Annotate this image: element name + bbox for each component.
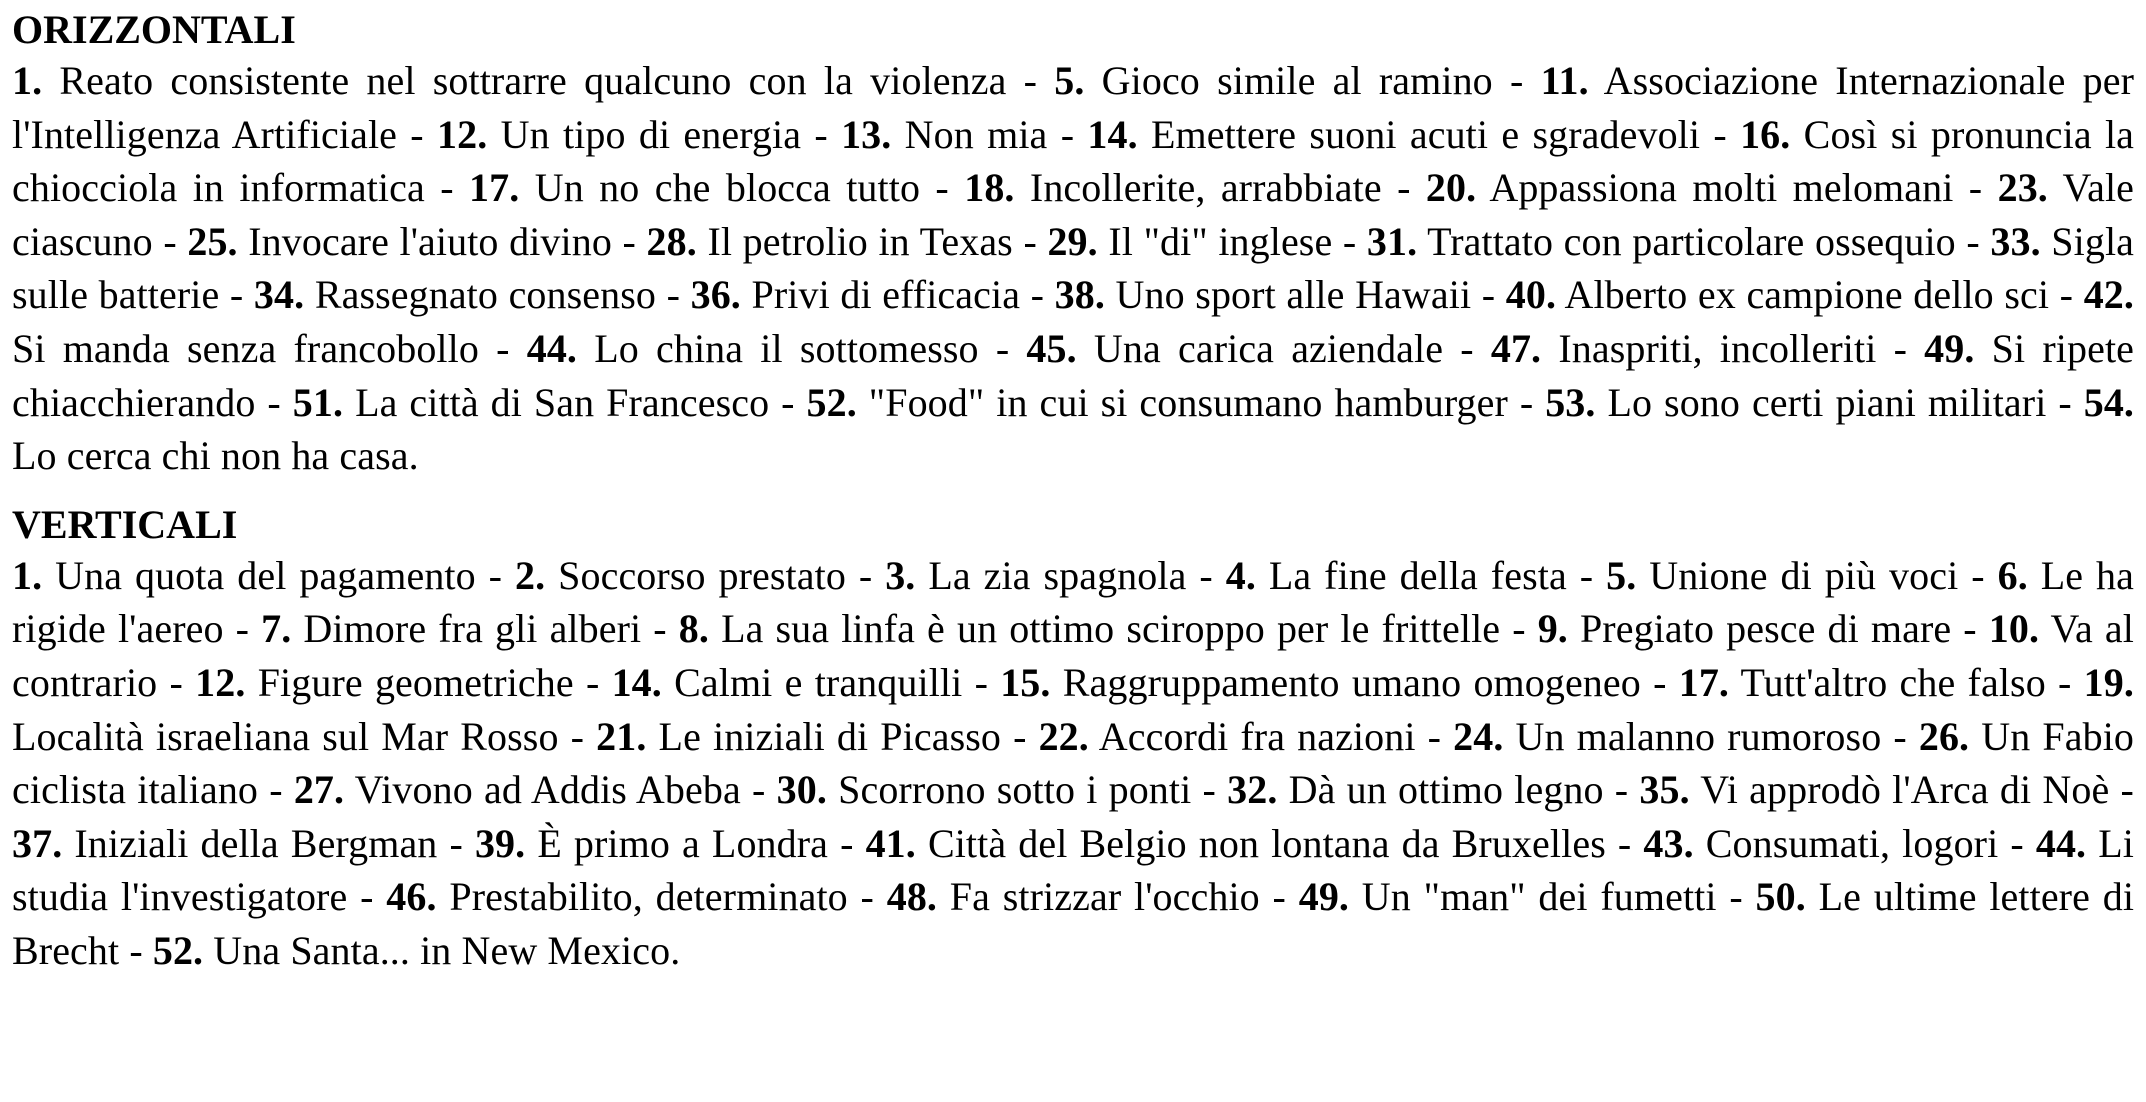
orizzontali-clue-list: 1. Reato consistente nel sottrarre qualcuno con la violenza - 5. Gioco simile al ramino - 11. Associazione Internazionale per l'Intelligenza Artificiale - 12. Un tipo di energia - 13. Non mia - 14. Emettere suoni acuti e sgradevoli - 16. Così si pronuncia la chiocciola in informatica - 17. Un no che blocca tutto - 18. Incollerite, arrabbiate - 20. Appassiona molti melomani - 23. Vale ciascuno - 25. Invocare l'aiuto divino - 28. Il petrolio in Texas - 29. Il "di" inglese - 31. Trattato con particolare ossequio - 33. Sigla sulle batterie - 34. Rassegnato consenso - 36. Privi di efficacia - 38. Uno sport alle Hawaii - 40. Alberto ex campione dello sci - 42. Si manda senza francobollo - 44. Lo china il sottomesso - 45. Una carica aziendale - 47. Inaspriti, incolleriti - 49. Si ripete chiacchierando - 51. La città di San Francesco - 52. "Food" in cui si consumano hamburger - 53. Lo sono certi piani militari - 54. Lo cerca chi non ha casa. [12,58,2135,479]
clue-number: 31. [1366,218,1418,264]
clue-number: 50. [1755,874,1806,920]
clue-item [679,606,1500,651]
clue-number: 12. [437,111,488,157]
clue-text: Trattato con particolare ossequio [1427,218,1956,264]
clue-item [1606,553,1958,598]
clue-text: Un Fabio ciclista italiano [12,713,2135,813]
orizzontali-section [12,6,2134,483]
clue-number: 36. [690,272,741,318]
clue-number: 6. [1997,552,2028,598]
clue-number: 38. [1054,272,1105,318]
clue-item [475,821,828,866]
clue-text: Le iniziali di Picasso [658,713,1002,759]
clue-text: Vale ciascuno [12,165,2135,264]
clue-item [261,606,641,651]
clue-number: 19. [2083,659,2134,705]
clue-number: 54. [2083,379,2135,425]
clue-item [841,112,1047,157]
clue-item [1054,58,1493,103]
clue-number: 16. [1740,111,1791,157]
clue-item [1087,112,1700,157]
clue-item [612,660,963,705]
clue-item [527,326,979,371]
clue-number: 22. [1038,713,1089,759]
clue-number: 10. [1988,606,2040,652]
clue-number: 44. [526,325,578,371]
clue-item [153,928,680,973]
section-gap [12,483,2134,495]
clue-text: Il petrolio in Texas [707,218,1013,264]
clue-text: Consumati, logori [1705,820,1999,866]
clue-number: 24. [1453,713,1504,759]
clue-text: Lo china il sottomesso [594,325,979,371]
clue-number: 43. [1643,820,1694,866]
clue-text: Dimore fra gli alberi [303,606,642,652]
clue-number: 51. [292,379,344,425]
clue-item [964,165,1382,210]
clue-item [195,660,574,705]
clue-text: Il "di" inglese [1108,218,1333,264]
clue-item [1426,165,1954,210]
clue-item [1639,767,2109,812]
clue-number: 17. [469,165,520,211]
clue-text: Inaspriti, incolleriti [1558,325,1877,371]
clue-text: Città del Belgio non lontana da Bruxelles [927,820,1606,866]
clue-text: Invocare l'aiuto divino [248,218,612,264]
clue-text: Un no che blocca tutto [534,165,921,211]
clue-text: Privi di efficacia [751,272,1021,318]
clue-number: 14. [611,659,662,705]
clue-item [12,553,476,598]
clue-item [866,821,1606,866]
clue-item [1491,326,1877,371]
clue-number: 18. [964,165,1015,211]
clue-item [469,165,920,210]
clue-number: 7. [261,606,292,652]
clue-item [1367,219,1956,264]
clue-text: È primo a Londra [537,820,829,866]
clue-item [1679,660,2046,705]
clue-number: 33. [1990,218,2041,264]
clue-text: Associazione Internazionale per l'Intelligenza Artificiale [12,58,2135,157]
clue-number: 4. [1225,552,1256,598]
clue-item [647,219,1013,264]
clue-text: Una carica aziendale [1093,325,1444,371]
clue-number: 34. [253,272,305,318]
clue-text: Pregiato pesce di mare [1579,606,1952,652]
clue-text: La fine della festa [1268,552,1567,598]
clue-text: Località israeliana sul Mar Rosso [12,713,559,759]
clue-item [1453,714,1881,759]
clue-number: 39. [474,820,526,866]
clue-number: 32. [1227,767,1278,813]
clue-text: Calmi e tranquilli [674,659,963,705]
clue-item [515,553,846,598]
clue-number: 37. [12,820,63,866]
clue-number: 48. [886,874,938,920]
clue-number: 20. [1425,165,1477,211]
clue-item [1047,219,1332,264]
clue-text: Soccorso prestato [558,552,846,598]
clue-text: Si manda senza francobollo [12,325,479,371]
clue-item [1538,606,1952,651]
clue-item [1026,326,1443,371]
clue-text: Raggruppamento umano omogeneo [1062,659,1641,705]
clue-number: 17. [1678,659,1730,705]
clue-number: 9. [1537,606,1568,652]
clue-text: Un malanno rumoroso [1515,713,1882,759]
clue-number: 27. [293,767,345,813]
clue-text: Unione di più voci [1649,552,1959,598]
clue-number: 46. [386,874,437,920]
clue-item [294,767,741,812]
clue-text: Lo cerca chi non ha casa. [12,433,419,479]
clue-item [293,380,769,425]
clue-number: 52. [806,379,857,425]
clue-number: 25. [187,218,238,264]
clue-text: Rassegnato consenso [314,272,657,318]
clue-number: 52. [152,927,204,973]
clue-item [1226,553,1567,598]
clue-item [437,112,801,157]
clue-text: Lo sono certi piani militari [1607,379,2047,425]
clue-text: Così si pronuncia la chiocciola in informatica [12,111,2135,211]
clue-text: Dà un ottimo legno [1288,767,1604,813]
clue-text: La zia spagnola [928,552,1187,598]
clue-number: 13. [841,111,892,157]
clue-number: 47. [1490,325,1542,371]
clue-text: Uno sport alle Hawaii [1115,272,1472,318]
clue-item [596,714,1001,759]
clue-item [1545,380,2046,425]
clue-number: 8. [678,606,709,652]
clue-text: Una quota del pagamento [55,552,476,598]
verticali-clue-list: 1. Una quota del pagamento - 2. Soccorso prestato - 3. La zia spagnola - 4. La fine della festa - 5. Unione di più voci - 6. Le ha rigide l'aereo - 7. Dimore fra gli alberi - 8. La sua linfa è un ottimo sciroppo per le frittelle - 9. Pregiato pesce di mare - 10. Va al contrario - 12. Figure geometriche - 14. Calmi e tranquilli - 15. Raggruppamento umano omogeneo - 17. Tutt'altro che falso - 19. Località israeliana sul Mar Rosso - 21. Le iniziali di Picasso - 22. Accordi fra nazioni - 24. Un malanno rumoroso - 26. Un Fabio ciclista italiano - 27. Vivono ad Addis Abeba - 30. Scorrono sotto i ponti - 32. Dà un ottimo legno - 35. Vi approdò l'Arca di Noè - 37. Iniziali della Bergman - 39. È primo a Londra - 41. Città del Belgio non lontana da Bruxelles - 43. Consumati, logori - 44. Li studia l'investigatore - 46. Prestabilito, determinato - 48. Fa strizzar l'occhio - 49. Un "man" dei fumetti - 50. Le ultime lettere di Brecht - 52. Una Santa... in New Mexico. [12,552,2135,973]
clue-item [1299,874,1717,919]
clue-text: Scorrono sotto i ponti [838,767,1192,813]
clue-number: 30. [776,767,827,813]
clue-item [187,219,612,264]
clue-number: 40. [1505,272,1557,318]
clue-text: Figure geometriche [257,659,574,705]
clue-item [887,874,1260,919]
clue-number: 28. [646,218,697,264]
clue-text: Le ha rigide l'aereo [12,552,2134,652]
clue-number: 29. [1047,218,1098,264]
clue-text: Un "man" dei fumetti [1361,874,1717,920]
clue-text: Vivono ad Addis Abeba [354,767,741,813]
clue-item [386,874,847,919]
clue-number: 1. [12,552,43,598]
clue-item [885,553,1186,598]
clue-number: 5. [1054,58,1085,103]
clue-item [1039,714,1416,759]
verticali-section [12,501,2134,978]
clue-text: Sigla sulle batterie [12,218,2135,318]
clue-number: 14. [1087,111,1138,157]
crossword-clues-page [12,0,2134,1102]
clue-text: Li studia l'investigatore [12,820,2134,920]
clue-item [1000,660,1641,705]
verticali-title: VERTICALI [12,501,238,547]
clue-text: Emettere suoni acuti e sgradevoli [1150,111,1701,157]
clue-item [691,272,1020,317]
clue-number: 42. [2083,272,2134,318]
clue-number: 12. [195,659,246,705]
clue-number: 15. [1000,659,1051,705]
clue-text: La città di San Francesco [355,379,770,425]
clue-text: Non mia [904,111,1048,157]
clue-item [1055,272,1472,317]
clue-text: Fa strizzar l'occhio [949,874,1260,920]
clue-number: 44. [2035,820,2087,866]
clue-number: 11. [1540,58,1589,103]
orizzontali-title: ORIZZONTALI [12,7,296,52]
clue-text: Un tipo di energia [500,111,802,157]
clue-number: 49. [1924,325,1975,371]
clue-text: Accordi fra nazioni [1098,713,1416,759]
clue-text: "Food" in cui si consumano hamburger [868,379,1508,425]
clue-item [12,58,1006,103]
clue-item [1643,821,1998,866]
clue-text: Incollerite, arrabbiate [1029,165,1382,211]
clue-number: 3. [885,552,916,598]
clue-number: 2. [515,552,546,598]
clue-text: Vi approdò l'Arca di Noè [1700,767,2110,813]
clue-item [12,821,437,866]
clue-text: Tutt'altro che falso [1740,659,2046,705]
clue-item [1506,272,2049,317]
clue-item [254,272,656,317]
clue-number: 41. [865,820,916,866]
clue-number: 35. [1639,767,1690,813]
clue-text: Iniziali della Bergman [74,820,438,866]
clue-item [1227,767,1604,812]
clue-number: 49. [1298,874,1350,920]
clue-number: 53. [1545,379,1596,425]
clue-text: Alberto ex campione dello sci [1564,272,2050,318]
clue-number: 21. [596,713,647,759]
clue-text: Appassiona molti melomani [1489,165,1954,211]
clue-text: Va al contrario [12,606,2134,705]
clue-number: 26. [1918,713,1970,759]
clue-text: Prestabilito, determinato [449,874,848,920]
clue-text: Reato consistente nel sottrarre qualcuno con la violenza [59,58,1007,103]
clue-number: 1. [12,58,43,103]
clue-text: Gioco simile al ramino [1101,58,1493,103]
clue-text: La sua linfa è un ottimo sciroppo per le frittelle [721,606,1501,652]
clue-item [777,767,1192,812]
clue-number: 45. [1026,325,1077,371]
clue-item [807,380,1508,425]
clue-text: Le ultime lettere di Brecht [12,874,2135,973]
clue-number: 5. [1606,552,1637,598]
clue-number: 23. [1997,165,2048,211]
clue-text: Si ripete chiacchierando [12,325,2135,425]
clue-text: Una Santa... in New Mexico. [213,927,681,973]
